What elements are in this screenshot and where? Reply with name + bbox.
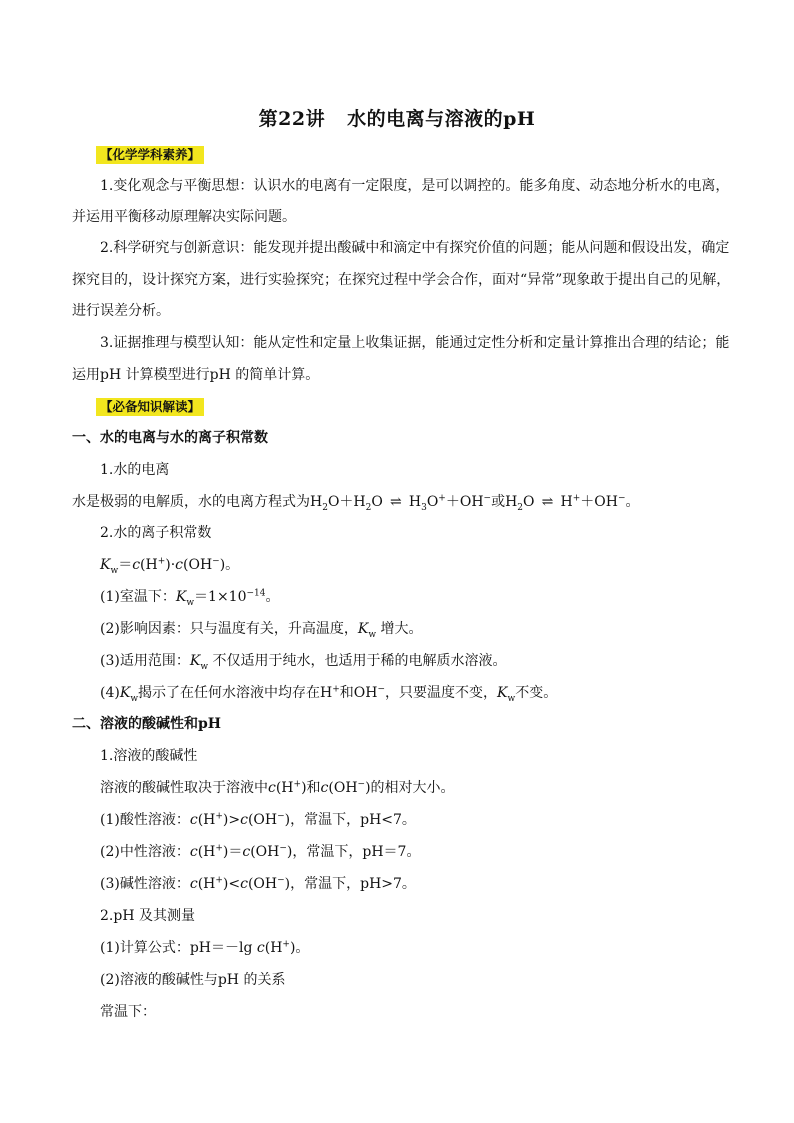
acidic-solution: (1)酸性溶液：c(H+)>c(OH−)，常温下，pH<7。 bbox=[100, 811, 416, 828]
kw-factor: (2)影响因素：只与温度有关，升高温度，$K_w$ 增大。 bbox=[100, 621, 423, 640]
kw-room-temp: (1)室温下：$K_w=1\times 10^{-14}$。 bbox=[100, 588, 280, 608]
part1-heading: 一、水的电离与水的离子积常数 bbox=[72, 430, 268, 446]
part2-sub1: 1.溶液的酸碱性 bbox=[100, 748, 198, 764]
basic-solution: (3)碱性溶液：c(H+)<c(OH−)，常温下，pH>7。 bbox=[100, 875, 416, 892]
part2-heading: 二、溶液的酸碱性和pH bbox=[72, 716, 222, 732]
acidity-intro: 溶液的酸碱性取决于溶液中c(H+)和c(OH−)的相对大小。 bbox=[100, 779, 455, 796]
competence-2-line-1: 2.科学研究与创新意识：能发现并提出酸碱中和滴定中有探究价值的问题；能从问题和假设出发，确定 bbox=[100, 240, 730, 256]
kw-scope: (3)适用范围：$K_w$ 不仅适用于纯水，也适用于稀的电解质水溶液。 bbox=[100, 653, 507, 672]
lecture-number: 第22讲 bbox=[258, 108, 326, 130]
lecture-topic: 水的电离与溶液的pH bbox=[347, 108, 536, 130]
competence-3-line-2: 运用pH 计算模型进行pH 的简单计算。 bbox=[72, 367, 320, 383]
kw-definition: $K_w=c(H^+)\cdot c(OH^-)$。 bbox=[100, 556, 240, 576]
part2-sub2: 2.pH 及其测量 bbox=[100, 908, 195, 924]
part1-sub1: 1.水的电离 bbox=[100, 462, 170, 478]
competence-2-line-2: 探究目的，设计探究方案，进行实验探究；在探究过程中学会合作，面对“异常”现象敢于提出自己的见解， bbox=[72, 272, 731, 288]
kw-reveal: $(4)K_w$揭示了在任何水溶液中均存在H+和OH−，只要温度不变，$K_w$不变。 bbox=[100, 684, 558, 704]
ph-relation: (2)溶液的酸碱性与pH 的关系 bbox=[100, 972, 286, 988]
competence-2-line-3: 进行误差分析。 bbox=[72, 303, 170, 319]
room-temp-label: 常温下： bbox=[100, 1004, 156, 1020]
neutral-solution: (2)中性溶液：c(H+)＝c(OH−)，常温下，pH＝7。 bbox=[100, 843, 421, 860]
ionization-equation: 水是极弱的电解质，水的电离方程式为$H_2O+H_2O$ ⇌ $H_3O^++OH^-$或$H_2O$ ⇌ H+＋OH−。 bbox=[72, 493, 640, 513]
page-title bbox=[0, 104, 794, 131]
part1-sub2: 2.水的离子积常数 bbox=[100, 525, 212, 541]
section-tag-competence: 【化学学科素养】 bbox=[96, 146, 204, 164]
competence-1-line-1: 1.变化观念与平衡思想：认识水的电离有一定限度，是可以调控的。能多角度、动态地分析水的电离， bbox=[100, 178, 730, 194]
competence-1-line-2: 并运用平衡移动原理解决实际问题。 bbox=[72, 209, 296, 225]
section-tag-knowledge: 【必备知识解读】 bbox=[96, 398, 204, 416]
ph-formula: (1)计算公式：pH＝－lg c(H+)。 bbox=[100, 939, 310, 956]
competence-3-line-1: 3.证据推理与模型认知：能从定性和定量上收集证据，能通过定性分析和定量计算推出合理的结论；能 bbox=[100, 335, 730, 351]
